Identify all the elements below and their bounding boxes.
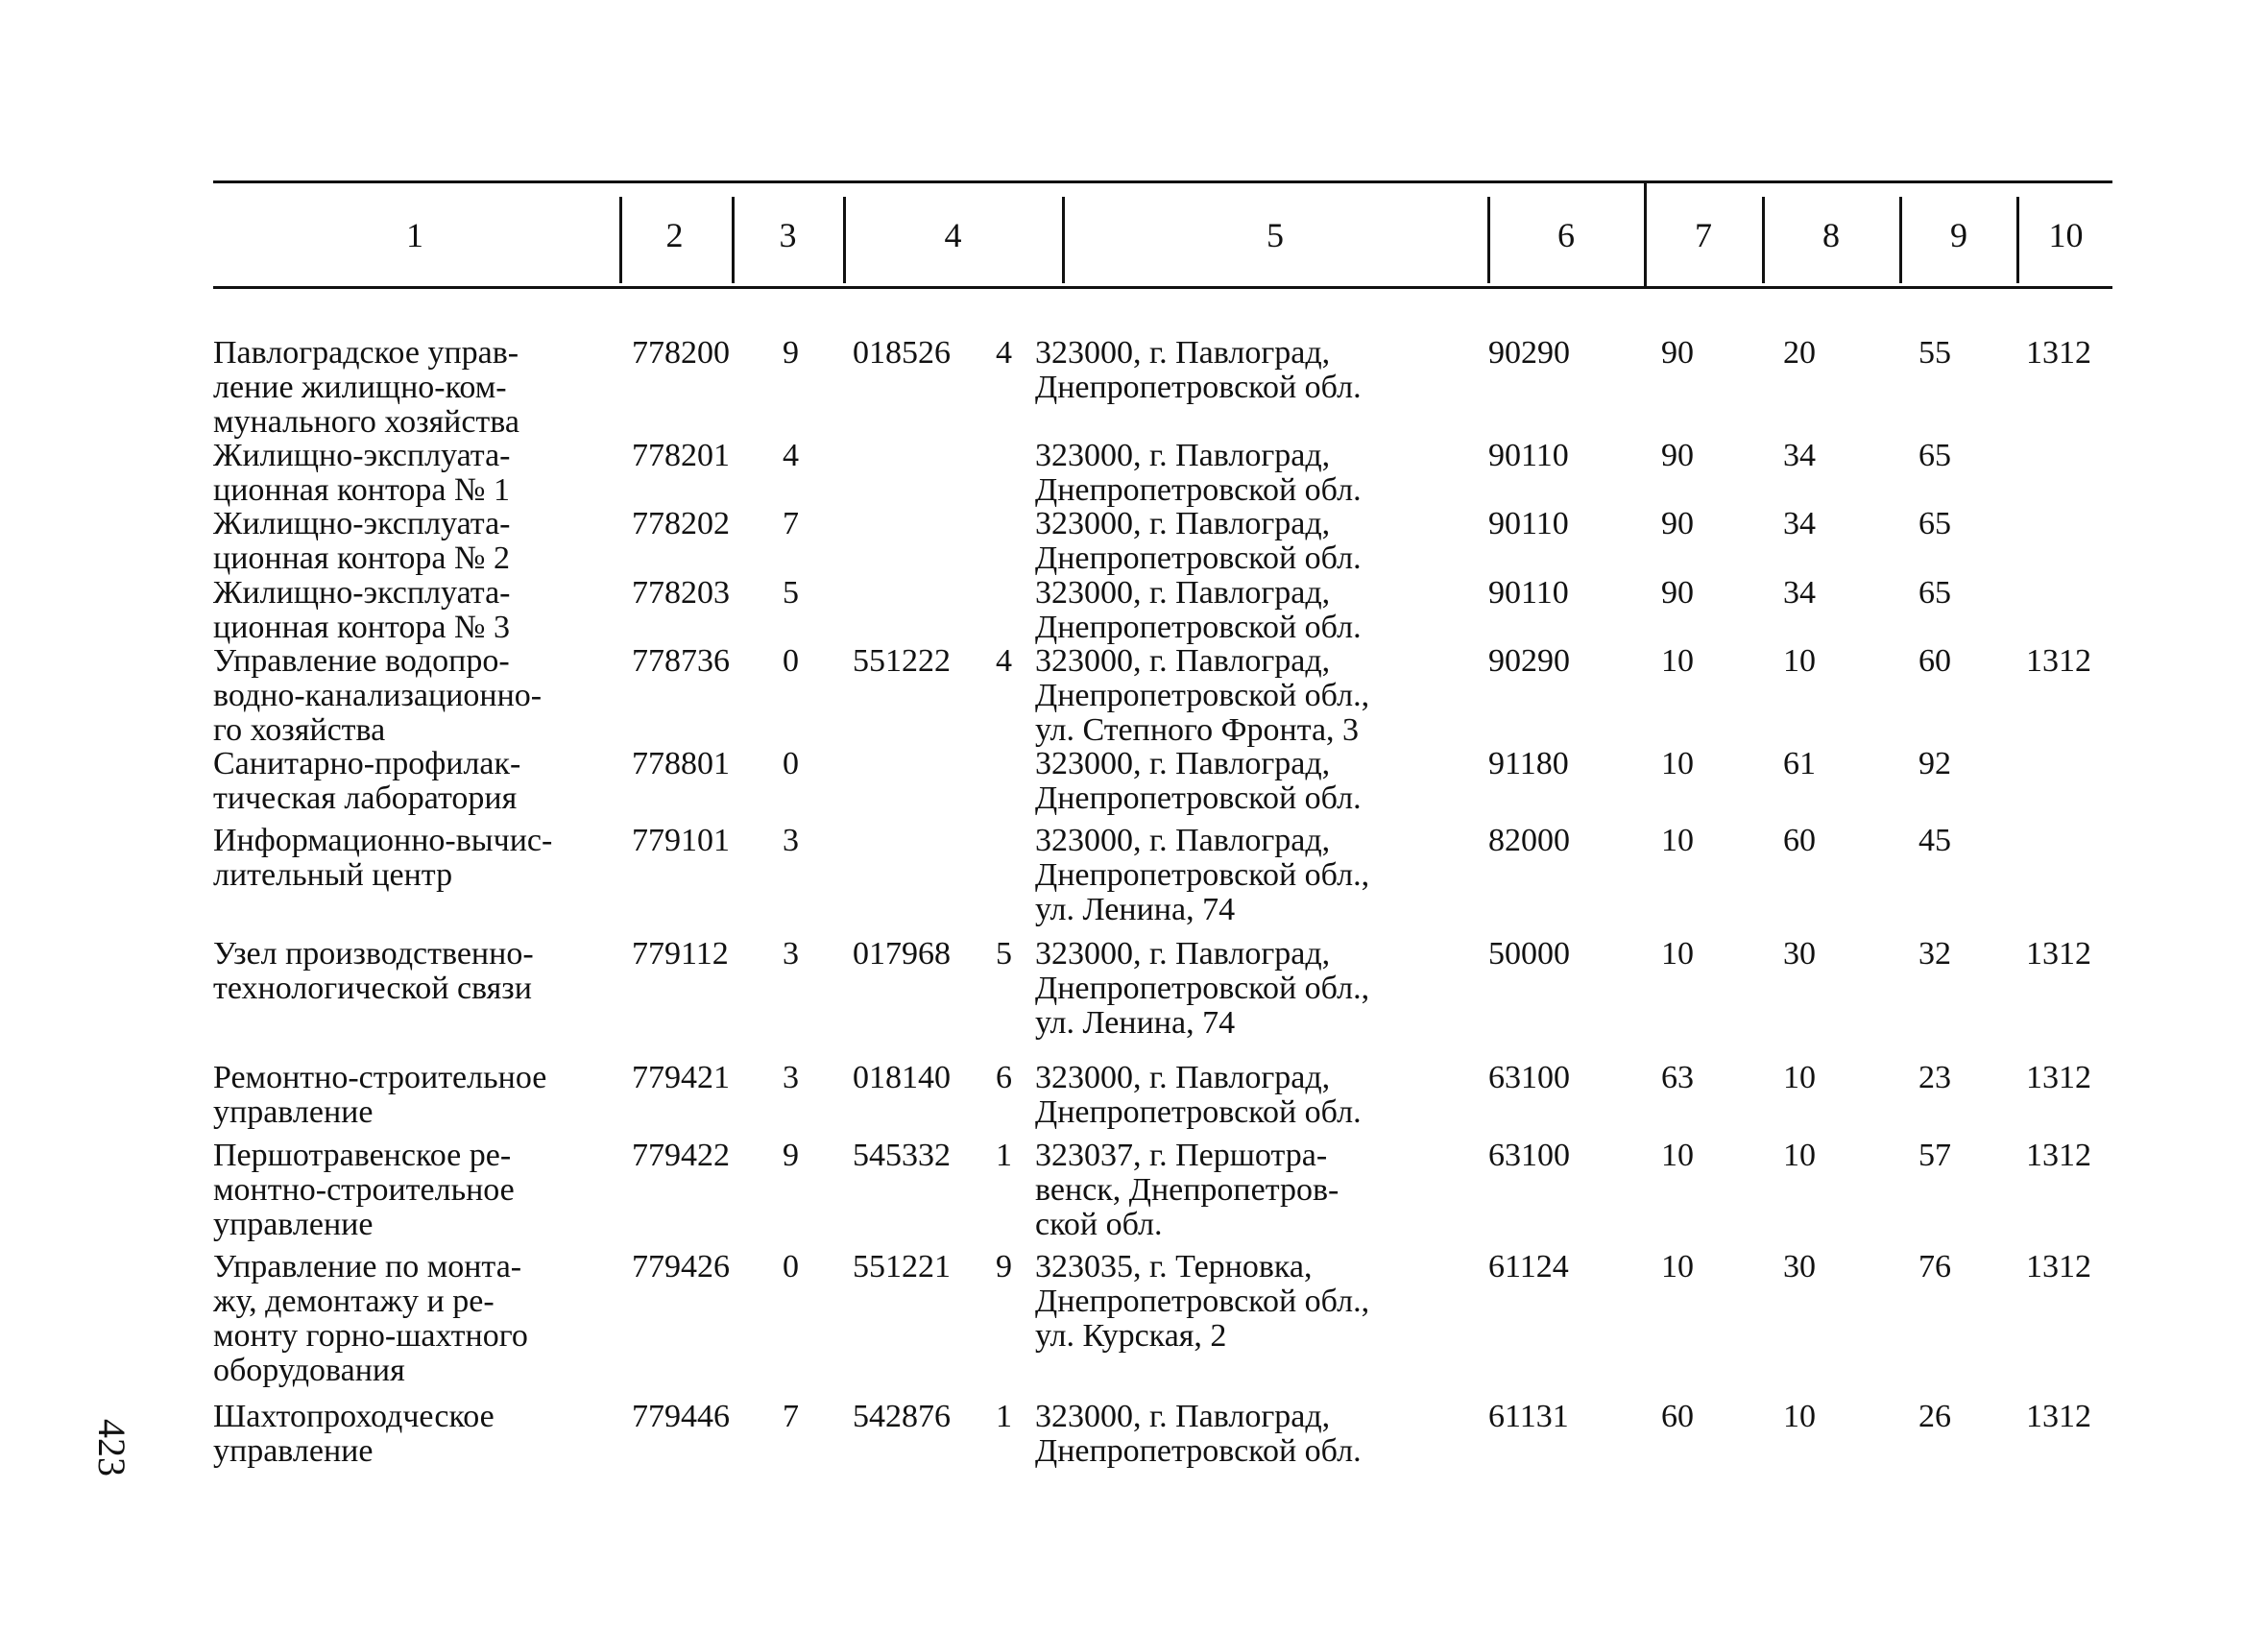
cell-c6: 90110 — [1488, 575, 1569, 611]
cell-c7: 90 — [1661, 438, 1694, 473]
cell-c9: 92 — [1918, 746, 1951, 781]
header-cell-2: 2 — [665, 216, 684, 254]
cell-c5: 323000, г. Павлоград, Днепропетровской обл. — [1035, 438, 1362, 508]
cell-c3: 3 — [783, 823, 799, 858]
cell-c6: 90110 — [1488, 438, 1569, 473]
cell-c9: 65 — [1918, 575, 1951, 611]
header-cell-4: 4 — [944, 216, 962, 254]
header-cell-9: 9 — [1950, 216, 1967, 254]
cell-name: Санитарно-профилак- тическая лаборатория — [213, 746, 521, 816]
cell-c6: 90290 — [1488, 643, 1570, 679]
cell-c7: 63 — [1661, 1060, 1694, 1095]
cell-c8: 20 — [1783, 335, 1816, 371]
cell-c3: 9 — [783, 1138, 799, 1173]
cell-c6: 63100 — [1488, 1138, 1570, 1173]
cell-c10: 1312 — [2026, 1138, 2091, 1173]
cell-c2: 778201 — [632, 438, 730, 473]
cell-c2: 778736 — [632, 643, 730, 679]
cell-c2: 779446 — [632, 1399, 730, 1434]
cell-c7: 10 — [1661, 936, 1694, 972]
cell-c8: 34 — [1783, 575, 1816, 611]
cell-c4a: 551221 — [853, 1249, 951, 1284]
cell-c2: 779426 — [632, 1249, 730, 1284]
cell-c2: 779101 — [632, 823, 730, 858]
cell-name: Узел производственно- технологической связи — [213, 936, 534, 1006]
cell-name: Жилищно-эксплуата- ционная контора № 1 — [213, 438, 511, 508]
cell-c6: 50000 — [1488, 936, 1570, 972]
cell-c8: 10 — [1783, 1138, 1816, 1173]
cell-c8: 10 — [1783, 643, 1816, 679]
header-cell-10: 10 — [2048, 216, 2084, 254]
page-number: 423 — [90, 1419, 133, 1476]
cell-c4b: 4 — [996, 643, 1012, 679]
table-header-rule — [213, 286, 2112, 289]
cell-c8: 30 — [1783, 1249, 1816, 1284]
cell-c5: 323000, г. Павлоград, Днепропетровской обл. — [1035, 335, 1362, 405]
cell-c9: 65 — [1918, 438, 1951, 473]
cell-c4b: 4 — [996, 335, 1012, 371]
cell-c6: 63100 — [1488, 1060, 1570, 1095]
cell-name: Жилищно-эксплуата- ционная контора № 2 — [213, 506, 511, 576]
cell-c2: 778202 — [632, 506, 730, 541]
cell-c6: 61131 — [1488, 1399, 1569, 1434]
cell-c5: 323000, г. Павлоград, Днепропетровской обл., ул. Степного Фронта, 3 — [1035, 643, 1370, 748]
cell-c6: 90110 — [1488, 506, 1569, 541]
cell-c2: 779112 — [632, 936, 729, 972]
cell-c5: 323000, г. Павлоград, Днепропетровской обл. — [1035, 746, 1362, 816]
cell-c9: 26 — [1918, 1399, 1951, 1434]
cell-c7: 90 — [1661, 506, 1694, 541]
cell-c9: 57 — [1918, 1138, 1951, 1173]
cell-c8: 10 — [1783, 1060, 1816, 1095]
cell-c5: 323000, г. Павлоград, Днепропетровской обл. — [1035, 575, 1362, 645]
table-top-rule — [213, 180, 2112, 183]
cell-c8: 61 — [1783, 746, 1816, 781]
cell-c10: 1312 — [2026, 1249, 2091, 1284]
cell-c4a: 017968 — [853, 936, 951, 972]
cell-name: Жилищно-эксплуата- ционная контора № 3 — [213, 575, 511, 645]
cell-c7: 60 — [1661, 1399, 1694, 1434]
cell-c3: 9 — [783, 335, 799, 371]
header-cell-3: 3 — [779, 216, 797, 254]
cell-c3: 3 — [783, 1060, 799, 1095]
cell-c2: 778200 — [632, 335, 730, 371]
header-cell-7: 7 — [1695, 216, 1712, 254]
cell-c10: 1312 — [2026, 1399, 2091, 1434]
cell-c7: 10 — [1661, 746, 1694, 781]
cell-c4a: 018140 — [853, 1060, 951, 1095]
cell-name: Першотравенское ре- монтно-строительное управление — [213, 1138, 515, 1242]
cell-c4b: 5 — [996, 936, 1012, 972]
cell-c3: 0 — [783, 1249, 799, 1284]
cell-name: Ремонтно-строительное управление — [213, 1060, 547, 1130]
cell-name: Информационно-вычис- лительный центр — [213, 823, 553, 893]
cell-c9: 45 — [1918, 823, 1951, 858]
cell-c4b: 9 — [996, 1249, 1012, 1284]
cell-c7: 10 — [1661, 823, 1694, 858]
cell-c6: 91180 — [1488, 746, 1569, 781]
cell-c5: 323037, г. Першотра- венск, Днепропетров- ской обл. — [1035, 1138, 1339, 1242]
cell-c5: 323000, г. Павлоград, Днепропетровской обл. — [1035, 1399, 1362, 1469]
cell-c7: 90 — [1661, 335, 1694, 371]
cell-c9: 55 — [1918, 335, 1951, 371]
cell-c5: 323035, г. Терновка, Днепропетровской обл., ул. Курская, 2 — [1035, 1249, 1370, 1354]
header-cell-5: 5 — [1267, 216, 1284, 254]
cell-name: Павлоградское управ- ление жилищно-ком- мунального хозяйства — [213, 335, 519, 440]
cell-c5: 323000, г. Павлоград, Днепропетровской обл. — [1035, 1060, 1362, 1130]
cell-c3: 0 — [783, 746, 799, 781]
header-cell-1: 1 — [406, 216, 423, 254]
cell-c2: 778801 — [632, 746, 730, 781]
cell-c9: 60 — [1918, 643, 1951, 679]
cell-c3: 7 — [783, 506, 799, 541]
cell-c8: 30 — [1783, 936, 1816, 972]
cell-c3: 0 — [783, 643, 799, 679]
cell-c8: 34 — [1783, 438, 1816, 473]
cell-c2: 779421 — [632, 1060, 730, 1095]
cell-c10: 1312 — [2026, 1060, 2091, 1095]
header-cell-6: 6 — [1557, 216, 1575, 254]
cell-c10: 1312 — [2026, 335, 2091, 371]
cell-c4a: 551222 — [853, 643, 951, 679]
cell-c7: 10 — [1661, 1249, 1694, 1284]
cell-c2: 778203 — [632, 575, 730, 611]
cell-c8: 10 — [1783, 1399, 1816, 1434]
cell-c9: 65 — [1918, 506, 1951, 541]
cell-name: Управление водопро- водно-канализационно- го хозяйства — [213, 643, 543, 748]
cell-c7: 10 — [1661, 643, 1694, 679]
cell-c4b: 1 — [996, 1138, 1012, 1173]
cell-c8: 60 — [1783, 823, 1816, 858]
header-cell-8: 8 — [1822, 216, 1840, 254]
cell-c7: 90 — [1661, 575, 1694, 611]
cell-c10: 1312 — [2026, 936, 2091, 972]
cell-c3: 5 — [783, 575, 799, 611]
cell-c8: 34 — [1783, 506, 1816, 541]
cell-c9: 23 — [1918, 1060, 1951, 1095]
cell-c6: 61124 — [1488, 1249, 1569, 1284]
cell-c3: 4 — [783, 438, 799, 473]
cell-c4b: 1 — [996, 1399, 1012, 1434]
cell-c5: 323000, г. Павлоград, Днепропетровской обл. — [1035, 506, 1362, 576]
cell-c4a: 545332 — [853, 1138, 951, 1173]
cell-c4b: 6 — [996, 1060, 1012, 1095]
cell-c9: 32 — [1918, 936, 1951, 972]
cell-c3: 3 — [783, 936, 799, 972]
cell-c10: 1312 — [2026, 643, 2091, 679]
cell-c7: 10 — [1661, 1138, 1694, 1173]
cell-c5: 323000, г. Павлоград, Днепропетровской обл., ул. Ленина, 74 — [1035, 936, 1370, 1041]
cell-c9: 76 — [1918, 1249, 1951, 1284]
cell-name: Шахтопроходческое управление — [213, 1399, 495, 1469]
cell-c4a: 542876 — [853, 1399, 951, 1434]
cell-c4a: 018526 — [853, 335, 951, 371]
cell-c6: 82000 — [1488, 823, 1570, 858]
cell-c6: 90290 — [1488, 335, 1570, 371]
cell-c5: 323000, г. Павлоград, Днепропетровской обл., ул. Ленина, 74 — [1035, 823, 1370, 927]
cell-c3: 7 — [783, 1399, 799, 1434]
cell-name: Управление по монта- жу, демонтажу и ре- монту горно-шахтного оборудования — [213, 1249, 528, 1388]
cell-c2: 779422 — [632, 1138, 730, 1173]
